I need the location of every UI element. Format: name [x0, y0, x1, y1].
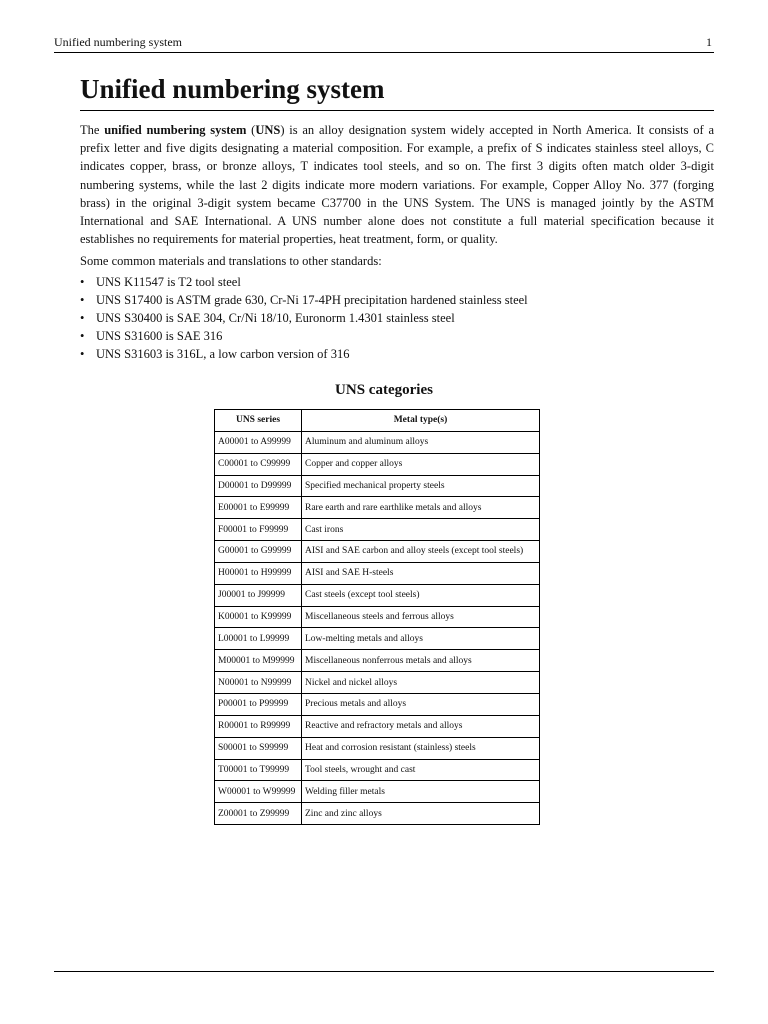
table-row: [215, 431, 540, 453]
cell-metal-type: Specified mechanical property steels: [302, 475, 540, 497]
table-row: [215, 693, 540, 715]
cell-uns-series: N00001 to N99999: [215, 672, 302, 694]
table-row: [215, 606, 540, 628]
footer-rule: [54, 971, 714, 972]
table-row: [215, 650, 540, 672]
list-item: • UNS S31603 is 316L, a low carbon version of 316: [80, 345, 714, 363]
column-header-metal-types: Metal type(s): [302, 410, 540, 432]
table-row: [215, 475, 540, 497]
cell-uns-series: H00001 to H99999: [215, 562, 302, 584]
table-row: [215, 803, 540, 825]
table-row: [215, 497, 540, 519]
list-item: • UNS S30400 is SAE 304, Cr/Ni 18/10, Euronorm 1.4301 stainless steel: [80, 309, 714, 327]
cell-uns-series: L00001 to L99999: [215, 628, 302, 650]
cell-metal-type: AISI and SAE carbon and alloy steels (except tool steels): [302, 541, 540, 563]
cell-uns-series: W00001 to W99999: [215, 781, 302, 803]
cell-metal-type: Reactive and refractory metals and alloys: [302, 715, 540, 737]
cell-metal-type: Welding filler metals: [302, 781, 540, 803]
cell-uns-series: P00001 to P99999: [215, 693, 302, 715]
page-title: Unified numbering system: [80, 72, 714, 111]
cell-uns-series: T00001 to T99999: [215, 759, 302, 781]
table-row: [215, 715, 540, 737]
cell-metal-type: Heat and corrosion resistant (stainless) steels: [302, 737, 540, 759]
cell-uns-series: A00001 to A99999: [215, 431, 302, 453]
table-row: [215, 781, 540, 803]
table-header-row: [215, 410, 540, 432]
table-row: [215, 562, 540, 584]
cell-metal-type: Miscellaneous nonferrous metals and alloys: [302, 650, 540, 672]
cell-uns-series: R00001 to R99999: [215, 715, 302, 737]
cell-metal-type: Low-melting metals and alloys: [302, 628, 540, 650]
cell-metal-type: Zinc and zinc alloys: [302, 803, 540, 825]
cell-metal-type: Copper and copper alloys: [302, 453, 540, 475]
cell-uns-series: Z00001 to Z99999: [215, 803, 302, 825]
cell-uns-series: F00001 to F99999: [215, 519, 302, 541]
intro-text-1: The: [80, 123, 105, 137]
list-item: • UNS S31600 is SAE 316: [80, 327, 714, 345]
list-item: • UNS K11547 is T2 tool steel: [80, 273, 714, 291]
intro-text-2: (: [246, 123, 256, 137]
table-row: [215, 519, 540, 541]
table-row: [215, 759, 540, 781]
table-row: [215, 737, 540, 759]
cell-uns-series: K00001 to K99999: [215, 606, 302, 628]
list-item: • UNS S17400 is ASTM grade 630, Cr-Ni 17-4PH precipitation hardened stainless steel: [80, 291, 714, 309]
cell-uns-series: E00001 to E99999: [215, 497, 302, 519]
cell-metal-type: Aluminum and aluminum alloys: [302, 431, 540, 453]
cell-uns-series: C00001 to C99999: [215, 453, 302, 475]
cell-uns-series: G00001 to G99999: [215, 541, 302, 563]
intro-text-3: ) is an alloy designation system widely accepted in North America. It consists of a prefix letter and five digits designating a material composition. For example, a prefix of S indicates stainless steel alloys, C indicates copper, brass, or bronze alloys, T indicates tool steels, and so on. The first 3 digits often match older 3-digit numbering systems, while the last 2 digits indicate more modern variations. For example, Copper Alloy No. 377 (forging brass) in the original 3-digit system became C37700 in the UNS System. The UNS is managed jointly by the ASTM International and SAE International. A UNS number alone does not constitute a full material specification because it establishes no requirements for material properties, heat treatment, form, or quality.: [80, 123, 714, 247]
intro-term-uns: UNS: [255, 123, 281, 137]
cell-uns-series: M00001 to M99999: [215, 650, 302, 672]
table-row: [215, 584, 540, 606]
cell-metal-type: Miscellaneous steels and ferrous alloys: [302, 606, 540, 628]
cell-metal-type: Rare earth and rare earthlike metals and alloys: [302, 497, 540, 519]
page-number: 1: [706, 35, 712, 49]
table-row: [215, 541, 540, 563]
table-row: [215, 453, 540, 475]
cell-uns-series: D00001 to D99999: [215, 475, 302, 497]
column-header-uns-series: UNS series: [215, 410, 302, 432]
materials-lead-in: Some common materials and translations to other standards:: [80, 254, 382, 268]
section-heading: UNS categories: [335, 382, 433, 398]
running-header: [54, 34, 714, 53]
table-row: [215, 628, 540, 650]
table-row: [215, 672, 540, 694]
cell-metal-type: Cast steels (except tool steels): [302, 584, 540, 606]
running-title: Unified numbering system: [54, 35, 182, 49]
materials-list: [80, 273, 714, 363]
cell-uns-series: J00001 to J99999: [215, 584, 302, 606]
table-body: [215, 431, 540, 824]
uns-categories-table: [214, 409, 540, 825]
cell-uns-series: S00001 to S99999: [215, 737, 302, 759]
cell-metal-type: Cast irons: [302, 519, 540, 541]
cell-metal-type: Precious metals and alloys: [302, 693, 540, 715]
intro-term-uns-full: unified numbering system: [104, 123, 247, 137]
intro-paragraph: [80, 121, 714, 248]
cell-metal-type: Nickel and nickel alloys: [302, 672, 540, 694]
cell-metal-type: AISI and SAE H-steels: [302, 562, 540, 584]
cell-metal-type: Tool steels, wrought and cast: [302, 759, 540, 781]
